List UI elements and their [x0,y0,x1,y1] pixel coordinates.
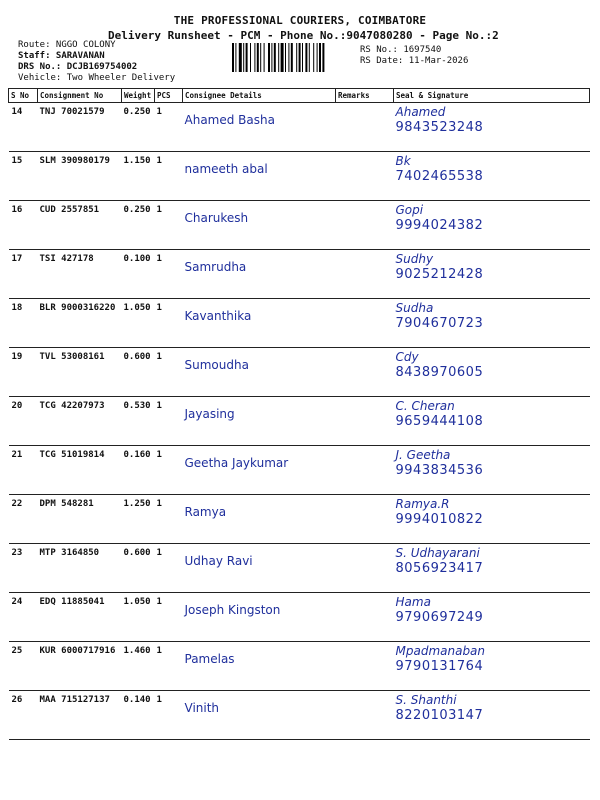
row-sno: 24 [9,593,38,642]
row-sno: 19 [9,348,38,397]
row-weight: 0.250 [122,103,155,152]
row-sno: 18 [9,299,38,348]
signature-phone: 8220103147 [395,708,484,723]
row-consignee: Charukesh [183,201,336,250]
col-remarks: Remarks [336,89,394,103]
row-remarks [336,201,394,250]
col-pcs: PCS [155,89,183,103]
row-sno: 25 [9,642,38,691]
row-remarks [336,397,394,446]
row-signature [394,691,590,740]
row-remarks [336,544,394,593]
row-consignment: DPM 548281 [38,495,122,544]
row-signature [394,348,590,397]
row-remarks [336,299,394,348]
row-remarks [336,642,394,691]
table-row [9,593,590,642]
col-sno: S No [9,89,38,103]
row-consignee: Udhay Ravi [183,544,336,593]
col-consignee: Consignee Details [183,89,336,103]
vehicle-label: Vehicle: Two Wheeler Delivery [18,73,176,83]
row-consignee: Sumoudha [183,348,336,397]
row-remarks [336,152,394,201]
row-remarks [336,250,394,299]
table-row [9,201,590,250]
row-weight: 0.140 [122,691,155,740]
row-remarks [336,691,394,740]
row-weight: 1.050 [122,299,155,348]
row-consignment: KUR 6000717916 [38,642,122,691]
route-label: Route: NGGO COLONY [18,40,116,50]
signature-phone: 9943834536 [395,463,484,478]
row-signature [394,103,590,152]
row-consignment: TNJ 70021579 [38,103,122,152]
row-pcs: 1 [155,152,183,201]
signature-phone: 7904670723 [395,316,484,331]
row-consignee: Pamelas [183,642,336,691]
signature-name: Bk [395,154,411,168]
signature-phone: 9025212428 [395,267,484,282]
row-weight: 0.160 [122,446,155,495]
row-pcs: 1 [155,544,183,593]
row-signature [394,495,590,544]
table-row [9,642,590,691]
row-sno: 23 [9,544,38,593]
row-pcs: 1 [155,103,183,152]
table-row [9,544,590,593]
signature-name: J. Geetha [395,448,451,462]
signature-phone: 9994010822 [395,512,484,527]
signature-phone: 9659444108 [395,414,484,429]
row-consignment: TVL 53008161 [38,348,122,397]
row-pcs: 1 [155,250,183,299]
row-consignment: MAA 715127137 [38,691,122,740]
row-pcs: 1 [155,691,183,740]
signature-phone: 9994024382 [395,218,484,233]
row-pcs: 1 [155,299,183,348]
row-pcs: 1 [155,348,183,397]
row-consignee: Kavanthika [183,299,336,348]
row-consignment: MTP 3164850 [38,544,122,593]
row-consignee: Joseph Kingston [183,593,336,642]
row-consignee: Vinith [183,691,336,740]
row-pcs: 1 [155,446,183,495]
signature-name: Sudhy [395,252,434,266]
signature-phone: 8438970605 [395,365,484,380]
table-row [9,152,590,201]
row-consignment: TCG 42207973 [38,397,122,446]
row-pcs: 1 [155,495,183,544]
row-weight: 0.600 [122,544,155,593]
table-row [9,250,590,299]
row-consignment: EDQ 11885041 [38,593,122,642]
row-remarks [336,446,394,495]
signature-name: Ramya.R [395,497,450,511]
row-remarks [336,103,394,152]
row-weight: 1.150 [122,152,155,201]
row-remarks [336,495,394,544]
col-weight: Weight [122,89,155,103]
signature-name: Ahamed [395,105,446,119]
row-remarks [336,593,394,642]
runsheet-table [8,88,590,740]
row-sno: 17 [9,250,38,299]
row-pcs: 1 [155,397,183,446]
signature-phone: 9790131764 [395,659,484,674]
row-weight: 1.460 [122,642,155,691]
col-seal: Seal & Signature [394,89,590,103]
signature-phone: 7402465538 [395,169,484,184]
row-sno: 16 [9,201,38,250]
signature-phone: 8056923417 [395,561,484,576]
signature-name: S. Udhayarani [395,546,480,560]
row-signature [394,593,590,642]
signature-name: Cdy [395,350,419,364]
col-consignment: Consignment No [38,89,122,103]
company-name: THE PROFESSIONAL COURIERS, COIMBATORE [173,14,427,27]
row-weight: 1.050 [122,593,155,642]
row-signature [394,201,590,250]
table-header [9,89,590,103]
table-row [9,348,590,397]
row-sno: 21 [9,446,38,495]
row-signature [394,544,590,593]
row-sno: 26 [9,691,38,740]
drs-number: DRS No.: DCJB169754002 [18,62,138,72]
table-row [9,103,590,152]
barcode [232,43,354,72]
row-signature [394,446,590,495]
row-sno: 22 [9,495,38,544]
row-weight: 0.100 [122,250,155,299]
signature-name: Hama [395,595,431,609]
row-consignee: Samrudha [183,250,336,299]
table-row [9,495,590,544]
row-remarks [336,348,394,397]
row-weight: 1.250 [122,495,155,544]
signature-name: Gopi [395,203,424,217]
signature-name: Mpadmanaban [395,644,486,658]
signature-phone: 9790697249 [395,610,484,625]
row-consignee: Jayasing [183,397,336,446]
row-weight: 0.530 [122,397,155,446]
runsheet-title: Delivery Runsheet - PCM - Phone No.:9047080280 - Page No.:2 [108,29,499,42]
row-signature [394,250,590,299]
row-signature [394,642,590,691]
row-sno: 15 [9,152,38,201]
signature-phone: 9843523248 [395,120,484,135]
staff-label: Staff: SARAVANAN [18,51,105,61]
row-consignee: Ramya [183,495,336,544]
signature-name: Sudha [395,301,434,315]
row-consignment: CUD 2557851 [38,201,122,250]
row-signature [394,152,590,201]
row-signature [394,299,590,348]
row-consignment: SLM 390980179 [38,152,122,201]
row-sno: 14 [9,103,38,152]
row-weight: 0.250 [122,201,155,250]
row-consignment: TCG 51019814 [38,446,122,495]
row-weight: 0.600 [122,348,155,397]
row-pcs: 1 [155,201,183,250]
row-sno: 20 [9,397,38,446]
table-row [9,299,590,348]
row-pcs: 1 [155,593,183,642]
row-consignment: BLR 9000316220 [38,299,122,348]
table-row [9,397,590,446]
signature-name: S. Shanthi [395,693,457,707]
signature-name: C. Cheran [395,399,455,413]
row-consignee: nameeth abal [183,152,336,201]
row-signature [394,397,590,446]
row-consignment: TSI 427178 [38,250,122,299]
row-pcs: 1 [155,642,183,691]
table-row [9,446,590,495]
table-row [9,691,590,740]
rs-number: RS No.: 1697540 [360,45,442,55]
row-consignee: Geetha Jaykumar [183,446,336,495]
rs-date: RS Date: 11-Mar-2026 [360,56,469,66]
row-consignee: Ahamed Basha [183,103,336,152]
